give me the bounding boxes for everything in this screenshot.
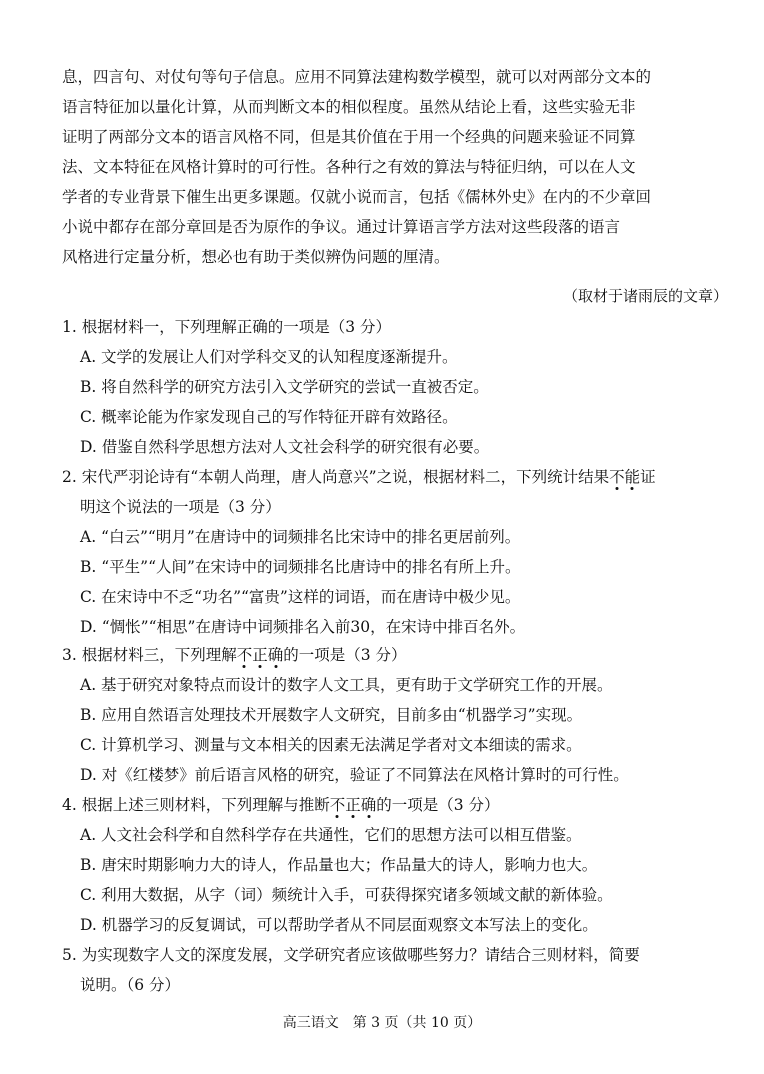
emphasis-char: 正 — [252, 646, 268, 664]
option-d: D. 对《红楼梦》前后语言风格的研究，验证了不同算法在风格计算时的可行性。 — [80, 766, 629, 784]
option-c: C. 概率论能为作家发现自己的写作特征开辟有效路径。 — [80, 408, 458, 426]
emphasis-char: 不 — [329, 796, 346, 814]
passage-line: 学者的专业背景下催生出更多课题。仅就小说而言，包括《儒林外史》在内的不少章回 — [62, 188, 652, 206]
emphasis-char: 不 — [236, 646, 253, 664]
emphasis-text — [330, 796, 377, 814]
option-c: C. 利用大数据，从字（词）频统计入手，可获得探究诸多领域文献的新体验。 — [80, 886, 613, 904]
question-1 — [62, 312, 712, 462]
option-a: A. 文学的发展让人们对学科交叉的认知程度逐渐提升。 — [80, 348, 458, 366]
question-2 — [62, 462, 712, 642]
option-b: B. “平生”“人间”在宋诗中的词频排名比唐诗中的排名有所上升。 — [80, 558, 521, 576]
stem-text: 2. 宋代严羽论诗有“本朝人尚理，唐人尚意兴”之说，根据材料二，下列统计结果 — [62, 468, 610, 486]
emphasis-char: 不 — [609, 468, 625, 486]
stem-text: 证 — [640, 468, 656, 486]
question-stem: 5. 为实现数字人文的深度发展，文学研究者应该做哪些努力？请结合三则材料，简要 — [62, 946, 640, 964]
question-stem — [62, 462, 712, 492]
option-a: A. 人文社会科学和自然科学存在共通性，它们的思想方法可以相互借鉴。 — [80, 826, 582, 844]
emphasis-char: 确 — [360, 796, 377, 814]
emphasis-char: 确 — [267, 646, 284, 664]
question-stem-continued: 说明。（6 分） — [80, 976, 181, 994]
stem-text: 的一项是（3 分） — [376, 796, 500, 814]
emphasis-char: 能 — [624, 468, 641, 486]
passage-line: 息，四言句、对仗句等句子信息。应用不同算法建构数学模型，就可以对两部分文本的 — [62, 68, 652, 86]
question-3 — [62, 640, 712, 790]
question-stem — [62, 790, 712, 820]
stem-text: 的一项是（3 分） — [283, 646, 407, 664]
option-a: A. 基于研究对象特点而设计的数字人文工具，更有助于文学研究工作的开展。 — [80, 676, 613, 694]
passage-source: （取材于诸雨辰的文章） — [562, 287, 728, 305]
option-c: C. 在宋诗中不乏“功名”“富贵”这样的词语，而在唐诗中极少见。 — [80, 588, 521, 606]
question-stem — [62, 640, 712, 670]
passage-line: 风格进行定量分析，想必也有助于类似辨伪问题的厘清。 — [62, 248, 450, 266]
question-stem: 1. 根据材料一，下列理解正确的一项是（3 分） — [62, 318, 392, 336]
passage-line: 小说中都存在部分章回是否为原作的争议。通过计算语言学方法对这些段落的语言 — [62, 218, 621, 236]
question-4 — [62, 790, 712, 940]
passage-line: 法、文本特征在风格计算时的可行性。各种行之有效的算法与特征归纳，可以在人文 — [62, 158, 636, 176]
emphasis-text — [609, 468, 640, 486]
emphasis-text — [237, 646, 284, 664]
passage-paragraph — [62, 62, 702, 272]
passage-line: 证明了两部分文本的语言风格不同，但是其价值在于用一个经典的问题来验证不同算 — [62, 128, 636, 146]
option-d: D. 借鉴自然科学思想方法对人文社会科学的研究很有必要。 — [80, 438, 490, 456]
passage-line: 语言特征加以量化计算，从而判断文本的相似程度。虽然从结论上看，这些实验无非 — [62, 98, 636, 116]
stem-text: 3. 根据材料三，下列理解 — [62, 646, 237, 664]
option-b: B. 唐宋时期影响力大的诗人，作品量也大；作品量大的诗人，影响力也大。 — [80, 856, 598, 874]
option-d: D. “惆怅”“相思”在唐诗中词频排名入前30，在宋诗中排百名外。 — [80, 618, 526, 636]
emphasis-char: 正 — [345, 796, 361, 814]
option-d: D. 机器学习的反复调试，可以帮助学者从不同层面观察文本写法上的变化。 — [80, 916, 598, 934]
stem-text: 4. 根据上述三则材料，下列理解与推断 — [62, 796, 330, 814]
question-5 — [62, 940, 712, 1000]
option-b: B. 将自然科学的研究方法引入文学研究的尝试一直被否定。 — [80, 378, 489, 396]
option-c: C. 计算机学习、测量与文本相关的因素无法满足学者对文本细读的需求。 — [80, 736, 582, 754]
option-b: B. 应用自然语言处理技术开展数字人文研究，目前多由“机器学习”实现。 — [80, 706, 583, 724]
page-footer: 高三语文 第 3 页（共 10 页） — [282, 1015, 482, 1031]
question-stem-continued: 明这个说法的一项是（3 分） — [80, 498, 281, 516]
option-a: A. “白云”“明月”在唐诗中的词频排名比宋诗中的排名更居前列。 — [80, 528, 521, 546]
